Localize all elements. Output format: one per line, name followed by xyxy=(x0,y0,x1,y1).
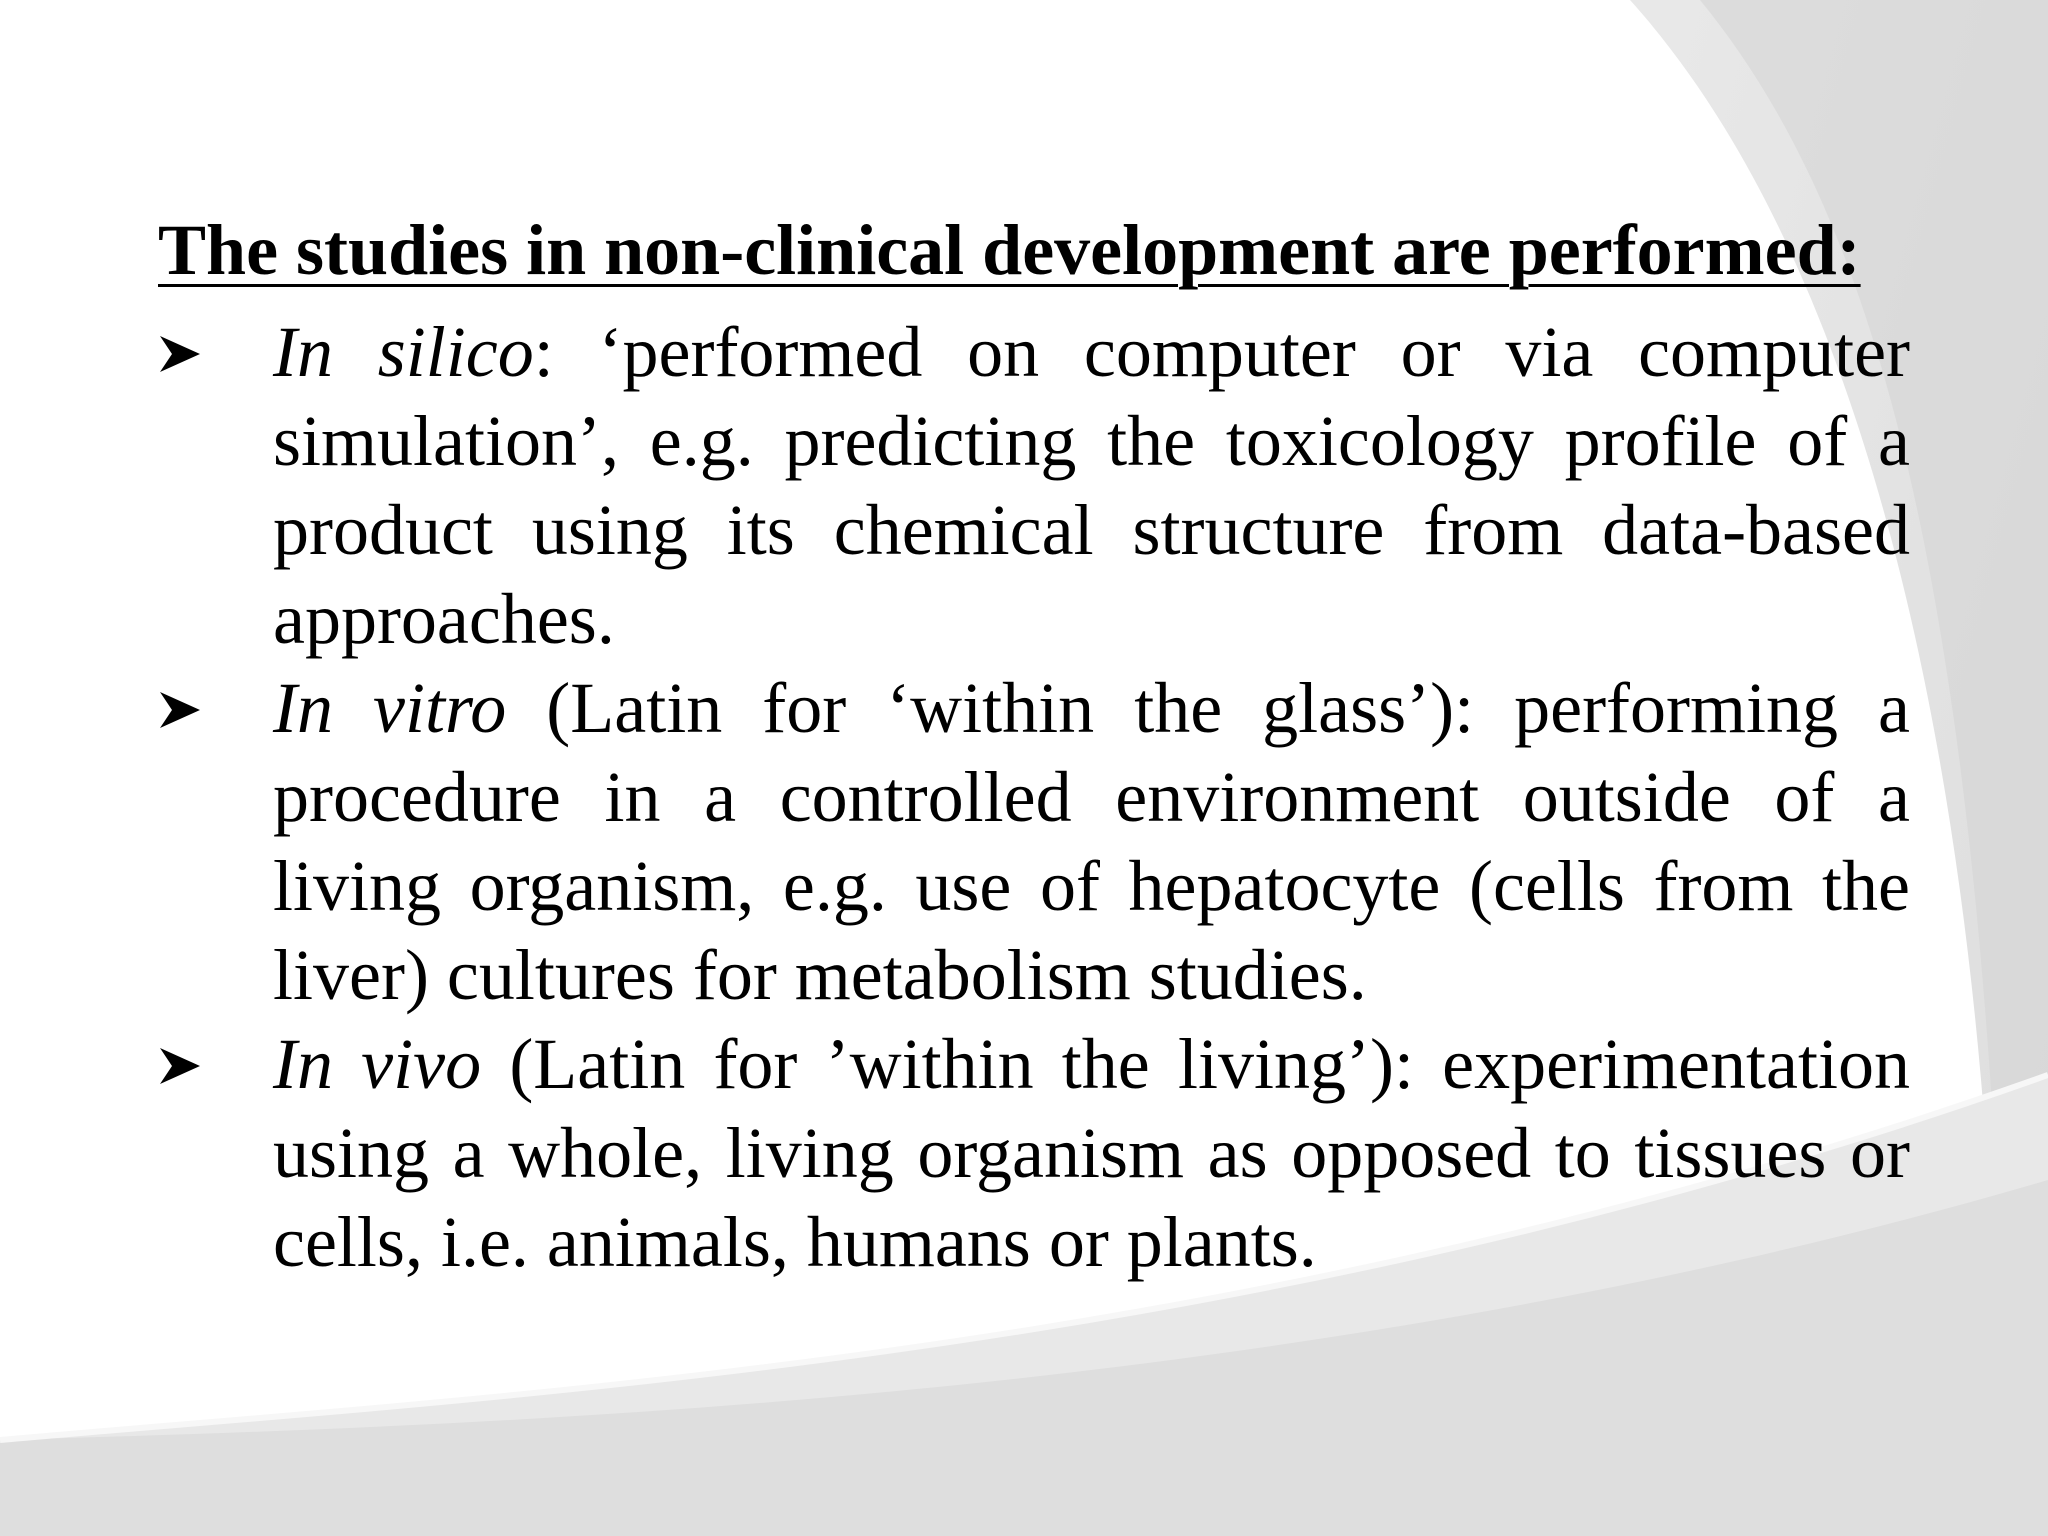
bullet-text: (Latin for ‘within the glass’): performing a procedure in a controlled environment outside of a living organism, e.g. use of hepatocyte (cells from the liver) cultures for metabolism studies. xyxy=(273,668,1910,1015)
bullet-term: In vivo xyxy=(273,1024,482,1104)
slide-heading: The studies in non-clinical development are performed: xyxy=(158,210,1861,290)
arrowhead-bullet-icon xyxy=(158,332,202,376)
bullet-item-in-vivo xyxy=(158,1020,1910,1287)
bullet-text: (Latin for ’within the living’): experimentation using a whole, living organism as opposed to tissues or cells, i.e. animals, humans or plants. xyxy=(273,1024,1910,1282)
bullet-item-in-silico xyxy=(158,308,1910,664)
bullet-text: : ‘performed on computer or via computer simulation’, e.g. predicting the toxicology profile of a product using its chemical structure from data-based approaches. xyxy=(273,312,1910,659)
arrowhead-bullet-icon xyxy=(158,1044,202,1088)
slide-content xyxy=(158,208,1910,1287)
bullet-list xyxy=(158,308,1910,1287)
bullet-term: In vitro xyxy=(273,668,507,748)
bullet-term: In silico xyxy=(273,312,534,392)
arrowhead-bullet-icon xyxy=(158,688,202,732)
bullet-item-in-vitro xyxy=(158,664,1910,1020)
